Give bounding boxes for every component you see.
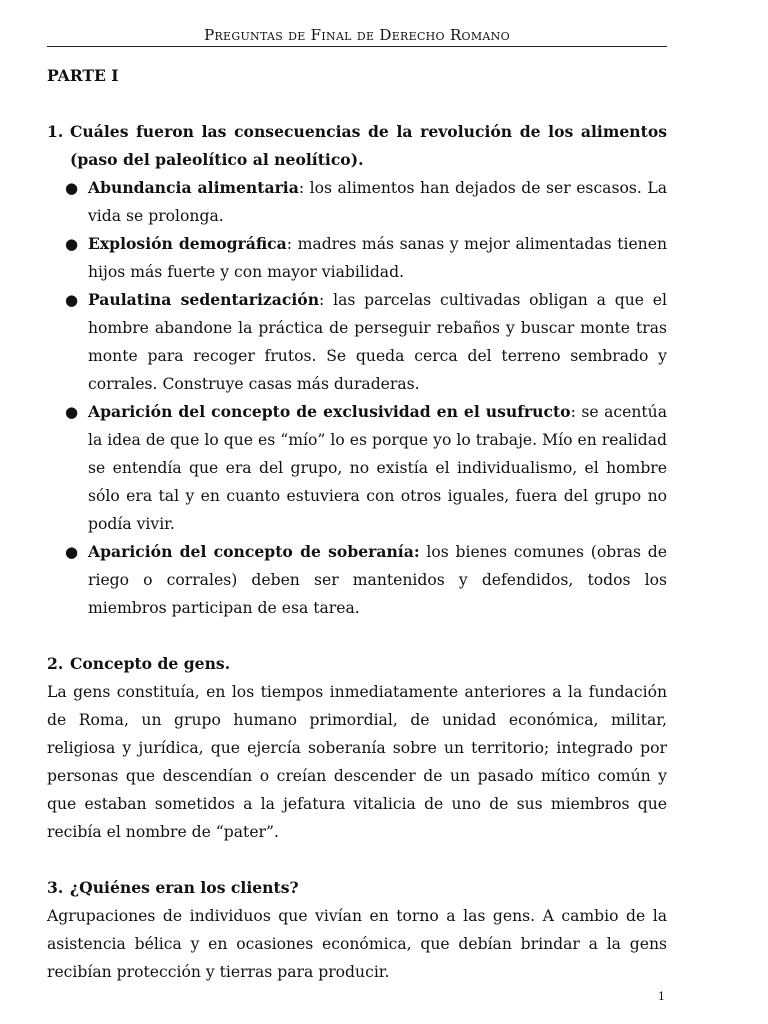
bullet-icon: ● xyxy=(65,543,79,561)
running-header: Preguntas de Final de Derecho Romano xyxy=(47,26,667,47)
list-item xyxy=(47,174,667,230)
page-number: 1 xyxy=(658,990,665,1003)
question-number: 1. xyxy=(47,122,64,141)
bullet-icon: ● xyxy=(65,179,79,197)
question-3-heading xyxy=(47,874,667,902)
question-3-body: Agrupaciones de individuos que vivían en torno a las gens. A cambio de la asistencia bélica y en ocasiones económica, que debían brindar a la gens recibían protección y tierras para producir. xyxy=(47,907,667,981)
question-title: ¿Quiénes eran los clients? xyxy=(70,878,299,897)
part-title: PARTE I xyxy=(47,66,119,85)
list-item-term: Abundancia alimentaria xyxy=(88,178,299,197)
bullet-icon: ● xyxy=(65,403,79,421)
consequences-list xyxy=(47,174,667,622)
question-title: Cuáles fueron las consecuencias de la revolución de los alimentos (paso del paleolítico al neolítico). xyxy=(70,122,667,169)
question-2-body: La gens constituía, en los tiempos inmediatamente anteriores a la fundación de Roma, un grupo humano primordial, de unidad económica, militar, religiosa y jurídica, que ejercía soberanía sobre un territorio; integrado por personas que descendían o creían descender de un pasado mítico común y que estaban sometidos a la jefatura vitalicia de uno de sus miembros que recibía el nombre de “pater”. xyxy=(47,683,667,841)
question-number: 2. xyxy=(47,654,64,673)
question-1-heading xyxy=(47,118,667,174)
list-item-term: Aparición del concepto de exclusividad en el usufructo xyxy=(88,402,571,421)
list-item-text: : los alimentos han dejados de ser escasos. La vida se prolonga. xyxy=(88,179,668,225)
list-item xyxy=(47,538,667,622)
bullet-icon: ● xyxy=(65,235,79,253)
list-item-text: : las parcelas cultivadas obligan a que el hombre abandone la práctica de perseguir rebaños y buscar monte tras monte para recoger frutos. Se queda cerca del terreno sembrado y corrales. Construye casas más duraderas. xyxy=(88,291,667,393)
document-body xyxy=(47,62,667,986)
list-item-text: los bienes comunes (obras de riego o corrales) deben ser mantenidos y defendidos, todos los miembros participan de esa tarea. xyxy=(88,543,667,617)
question-2-heading xyxy=(47,650,667,678)
question-title: Concepto de gens. xyxy=(70,654,231,673)
bullet-icon: ● xyxy=(65,291,79,309)
question-number: 3. xyxy=(47,878,64,897)
list-item xyxy=(47,286,667,398)
list-item-text: : madres más sanas y mejor alimentadas tienen hijos más fuerte y con mayor viabilidad. xyxy=(88,235,667,281)
list-item-text: : se acentúa la idea de que lo que es “mío” lo es porque yo lo trabaje. Mío en realidad se entendía que era del grupo, no existía el individualismo, el hombre sólo era tal y en cuanto estuviera con otros iguales, fuera del grupo no podía vivir. xyxy=(88,403,667,533)
list-item xyxy=(47,398,667,538)
list-item-term: Paulatina sedentarización xyxy=(88,290,320,309)
list-item-term: Aparición del concepto de soberanía: xyxy=(88,542,420,561)
list-item-term: Explosión demográfica xyxy=(88,234,287,253)
list-item xyxy=(47,230,667,286)
